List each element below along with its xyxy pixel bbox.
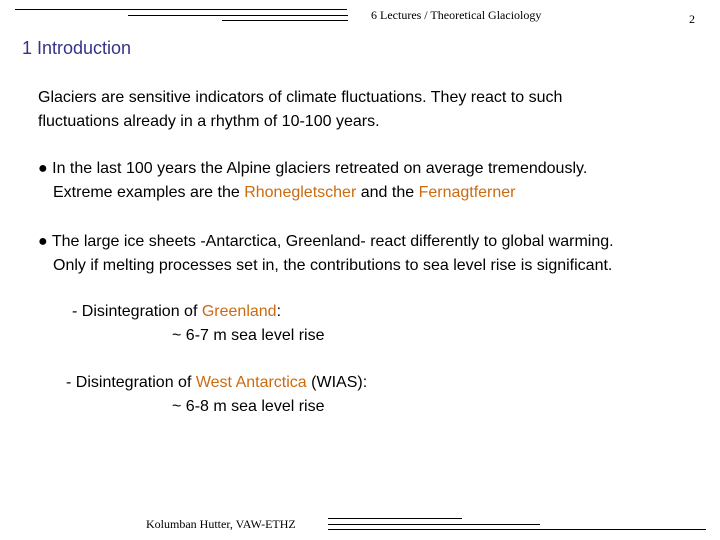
bullet-marker: ● <box>38 233 48 250</box>
bullet-marker: ● <box>38 160 48 177</box>
bullet-alpine-line-2 <box>38 181 587 205</box>
bullet-ice-sheets-text: The large ice sheets -Antarctica, Greenland- react differently to global warming. <box>51 233 614 250</box>
footer-rule-long <box>328 529 706 530</box>
wias-item <box>66 371 367 395</box>
intro-line-2: fluctuations already in a rhythm of 10-100 years. <box>38 113 380 130</box>
examples-prefix: Extreme examples are the <box>53 184 245 201</box>
examples-conj: and the <box>356 184 419 201</box>
greenland-item <box>72 300 281 324</box>
header-rule-short <box>222 20 348 21</box>
footer-rule-top <box>328 518 462 519</box>
bullet-ice-sheets-line-2: Only if melting processes set in, the contributions to sea level rise is significant. <box>53 257 613 274</box>
wias-suffix: (WIAS): <box>306 374 368 391</box>
footer-author: Kolumban Hutter, VAW-ETHZ <box>146 517 296 531</box>
highlight-rhonegletscher: Rhonegletscher <box>244 184 357 201</box>
bullet-ice-sheets-line-1 <box>38 230 614 254</box>
bullet-ice-sheets <box>38 230 614 278</box>
section-title: 1 Introduction <box>22 38 132 58</box>
header-rule-left <box>15 9 347 10</box>
greenland-prefix: - Disintegration of <box>72 303 202 320</box>
bullet-alpine-text: In the last 100 years the Alpine glaciers retreated on average tremendously. <box>52 160 588 177</box>
wias-prefix: - Disintegration of <box>66 374 196 391</box>
header-course: 6 Lectures / Theoretical Glaciology <box>371 8 542 22</box>
bullet-alpine <box>38 157 587 205</box>
footer-rule-mid <box>328 524 540 525</box>
page-number: 2 <box>689 12 695 26</box>
bullet-alpine-line-1 <box>38 157 587 181</box>
wias-effect: ~ 6-8 m sea level rise <box>172 398 325 415</box>
highlight-west-antarctica: West Antarctica <box>195 374 307 391</box>
intro-line-1: Glaciers are sensitive indicators of climate fluctuations. They react to such <box>38 89 563 106</box>
intro-paragraph <box>38 86 562 134</box>
greenland-effect: ~ 6-7 m sea level rise <box>172 327 325 344</box>
highlight-greenland: Greenland <box>201 303 277 320</box>
header-rule-mid <box>128 15 348 16</box>
highlight-fernagtferner: Fernagtferner <box>418 184 516 201</box>
greenland-suffix: : <box>276 303 282 320</box>
